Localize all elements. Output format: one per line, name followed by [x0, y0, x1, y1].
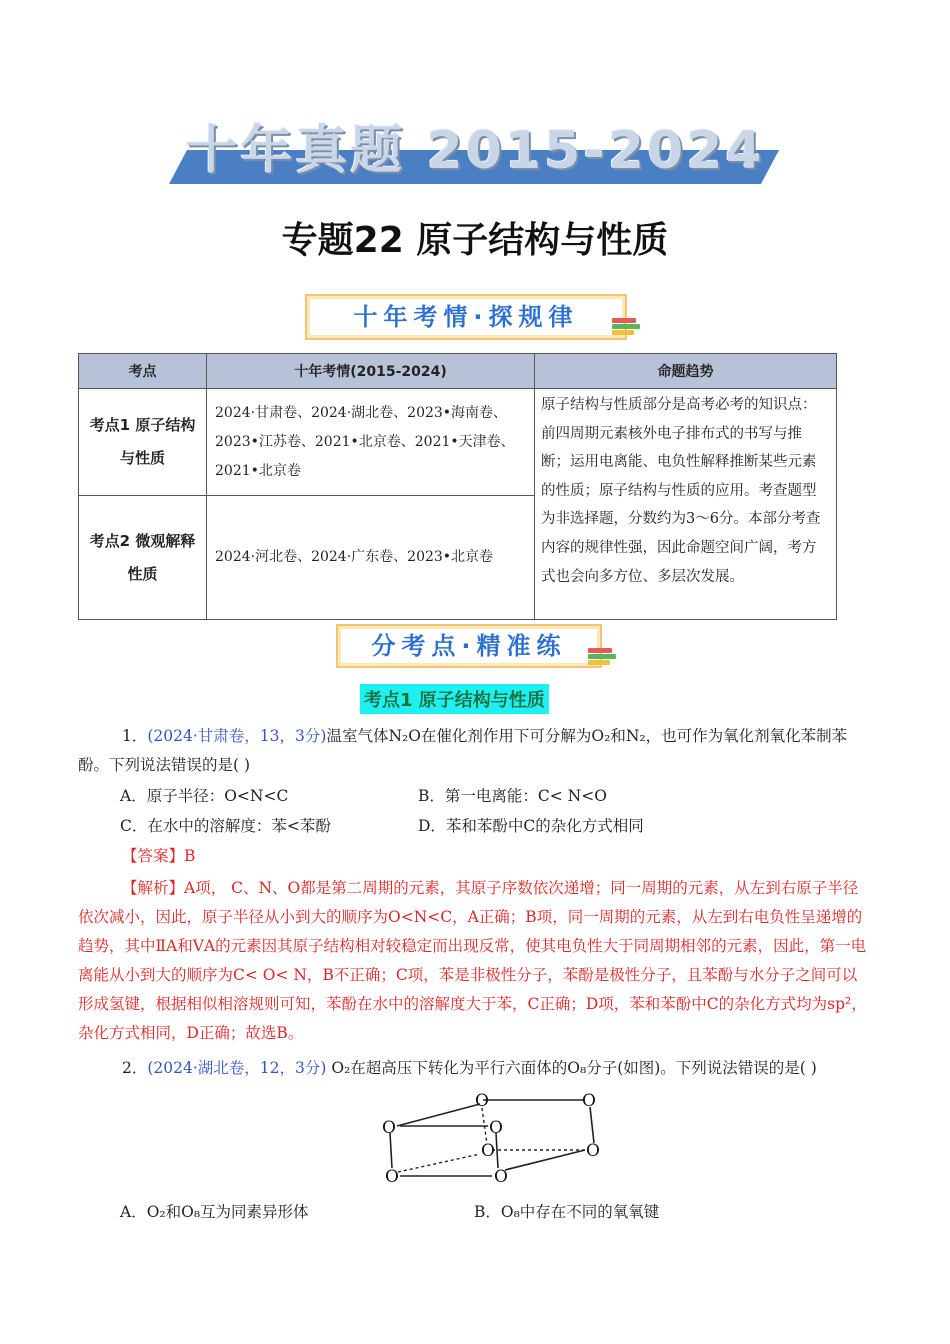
header-point: 考点 [79, 354, 207, 389]
q1-option-c: C．在水中的溶解度：苯<苯酚 [120, 817, 331, 835]
atom-o: O [582, 1091, 596, 1111]
section-header-trends: 十年考情·探规律 [305, 294, 627, 340]
atom-o: O [586, 1141, 600, 1161]
books-icon [612, 318, 640, 338]
years-cell: 2024·甘肃卷、2024·湖北卷、2023•海南卷、2023•江苏卷、2021•北京卷、2021•天津卷、2021•北京卷 [207, 389, 535, 496]
atom-o: O [385, 1167, 399, 1187]
point-cell: 考点2 微观解释性质 [79, 496, 207, 620]
q1-source: (2024·甘肃卷，13，3分) [147, 727, 327, 745]
question-2 [78, 1054, 868, 1083]
point-cell: 考点1 原子结构与性质 [79, 389, 207, 496]
q1-analysis-label: 【解析】 [122, 879, 185, 897]
page-title: 专题22 原子结构与性质 [281, 220, 669, 261]
q1-answer: 【答案】B [122, 847, 196, 865]
q2-source: (2024·湖北卷，12，3分) [147, 1059, 327, 1077]
years-cell: 2024·河北卷、2024·广东卷、2023•北京卷 [207, 496, 535, 620]
summary-table [78, 353, 837, 620]
kp1-heading: 考点1 原子结构与性质 [360, 684, 549, 714]
table-header-row [79, 354, 837, 389]
section-header-practice: 分考点·精准练 [336, 624, 602, 668]
q2-option-a: A．O₂和O₈互为同素异形体 [120, 1203, 309, 1221]
books-icon [588, 648, 616, 668]
q1-option-a: A．原子半径：O<N<C [120, 787, 289, 805]
trend-cell: 原子结构与性质部分是高考必考的知识点：前四周期元素核外电子排布式的书写与推断；运用电离能、电负性解释推断某些元素的性质；原子结构与性质的应用。考查题型为非选择题，分数约为3～6分。本部分考查内容的规律性强，因此命题空间广阔，考方式也会向多方位、多层次发展。 [535, 389, 837, 620]
q1-number: 1． [122, 727, 148, 745]
header-trend: 命题趋势 [535, 354, 837, 389]
table-row [79, 389, 837, 496]
atom-o: O [475, 1091, 489, 1111]
q2-stem: O₂在超高压下转化为平行六面体的O₈分子(如图)。下列说法错误的是( ) [326, 1059, 817, 1077]
banner-title: 十年真题 2015-2024 [185, 121, 765, 181]
q1-analysis [78, 874, 868, 1048]
q1-analysis-text: A项， C、N、O都是第二周期的元素，其原子序数依次递增；同一周期的元素，从左到右原子半径依次减小，因此，原子半径从小到大的顺序为O<N<C，A正确；B项，同一周期的元素，从左到右电负性呈递增的趋势，其中ⅡA和ⅤA的元素因其原子结构相对较稳定而出现反常，使其电负性大于同周期相邻的元素，因此，第一电离能从小到大的顺序为C< O< N，B不正确；C项，苯是非极性分子，苯酚是极性分子，且苯酚与水分子之间可以形成氢键，根据相似相溶规则可知，苯酚在水中的溶解度大于苯，C正确；D项，苯和苯酚中C的杂化方式均为sp²，杂化方式相同，D正确；故选B。 [78, 879, 867, 1042]
atom-o: O [494, 1167, 508, 1187]
q2-option-b: B．O₈中存在不同的氧氧键 [474, 1203, 660, 1221]
header-years: 十年考情(2015-2024) [207, 354, 535, 389]
atom-o: O [489, 1118, 503, 1138]
q1-stem: 温室气体N₂O在催化剂作用下可分解为O₂和N₂，也可作为氧化剂氧化苯制苯酚。下列说法错误的是( ) [78, 727, 848, 774]
q2-number: 2． [122, 1059, 148, 1077]
question-1 [78, 722, 868, 780]
atom-o: O [481, 1141, 495, 1161]
q1-option-b: B．第一电离能：C< N<O [418, 787, 607, 805]
atom-o: O [382, 1118, 396, 1138]
o8-structure-diagram [370, 1088, 610, 1190]
q1-option-d: D．苯和苯酚中C的杂化方式相同 [418, 817, 644, 835]
